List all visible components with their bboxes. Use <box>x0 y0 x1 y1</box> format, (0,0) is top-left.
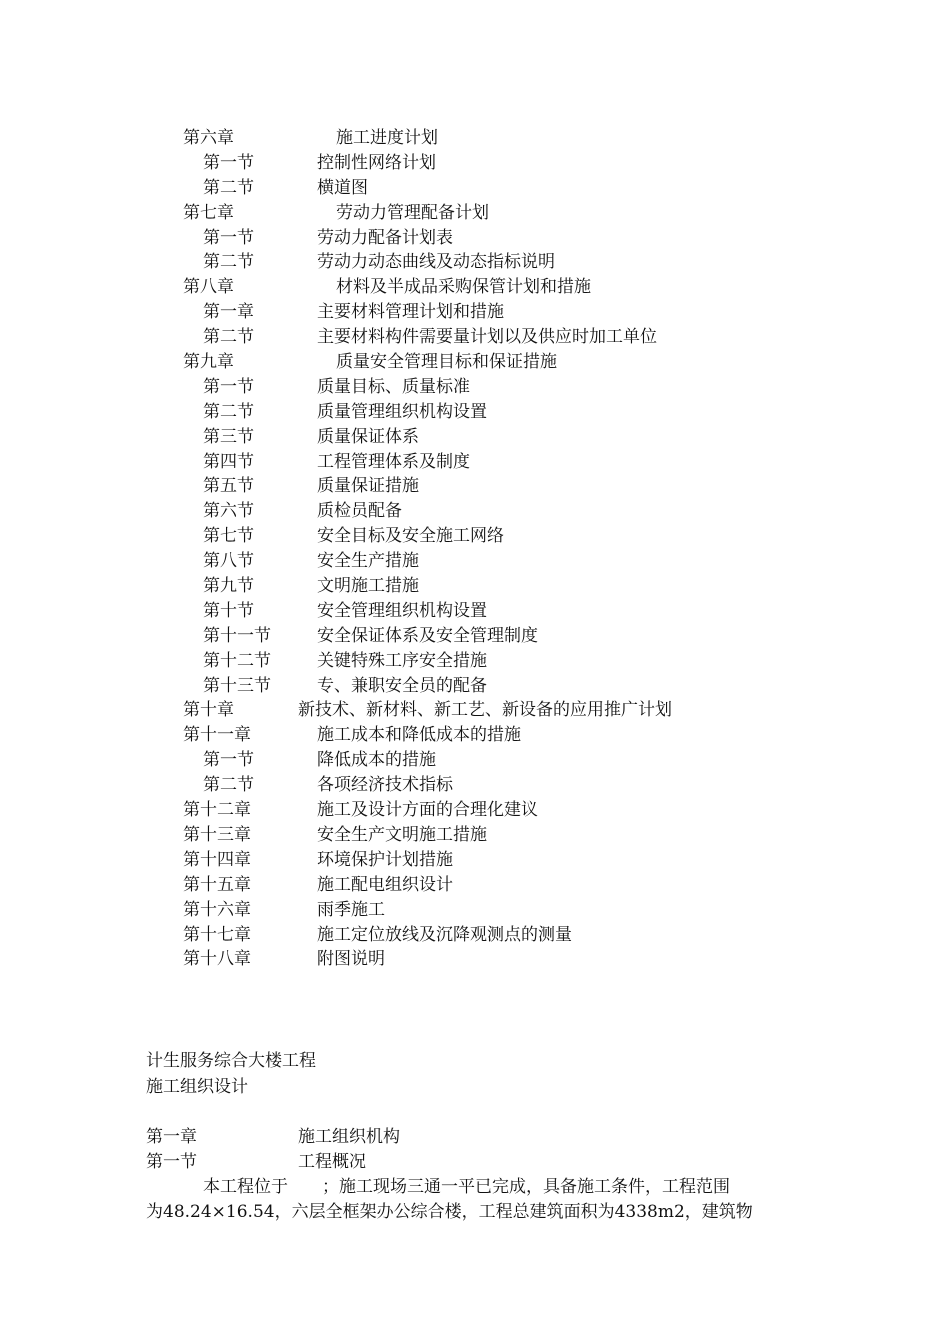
toc-title: 专、兼职安全员的配备 <box>317 675 487 696</box>
toc-number: 第一章 <box>203 302 254 323</box>
toc-number: 第三节 <box>203 426 254 447</box>
toc-title: 安全生产文明施工措施 <box>317 824 487 845</box>
toc-row <box>0 524 950 549</box>
toc-number: 第十节 <box>203 600 254 621</box>
toc-row <box>0 848 950 873</box>
toc-number: 第二节 <box>203 252 254 273</box>
toc-row <box>0 250 950 275</box>
toc-row <box>0 499 950 524</box>
toc-title: 施工进度计划 <box>336 128 438 148</box>
toc-number: 第二节 <box>203 401 254 422</box>
toc-number: 第九节 <box>203 576 254 597</box>
toc-title: 雨季施工 <box>317 899 385 920</box>
toc-row <box>0 201 950 226</box>
toc-title: 附图说明 <box>317 949 385 970</box>
toc-row <box>0 748 950 773</box>
chapter-heading <box>0 1122 950 1147</box>
toc-row <box>0 275 950 300</box>
toc-number: 第十二节 <box>203 650 271 671</box>
toc-row <box>0 176 950 201</box>
toc-number: 第十一章 <box>183 725 251 746</box>
toc-row <box>0 375 950 400</box>
toc-row <box>0 400 950 425</box>
toc-row <box>0 226 950 251</box>
toc-number: 第十二章 <box>183 800 251 821</box>
toc-number: 第十三章 <box>183 824 251 845</box>
toc-number: 第一节 <box>203 152 254 173</box>
toc-title: 质量安全管理目标和保证措施 <box>336 352 557 373</box>
toc-number: 第二节 <box>203 775 254 796</box>
toc-title: 劳动力管理配备计划 <box>336 202 489 223</box>
toc-row <box>0 773 950 798</box>
toc-number: 第六节 <box>203 501 254 522</box>
toc-title: 安全目标及安全施工网络 <box>317 526 504 547</box>
toc-number: 第六章 <box>183 128 234 148</box>
toc-row <box>0 300 950 325</box>
chapter-number: 第一章 <box>146 1127 197 1147</box>
toc-title: 横道图 <box>317 177 368 198</box>
toc-number: 第二节 <box>203 177 254 198</box>
toc-title: 文明施工措施 <box>317 576 419 597</box>
toc-number: 第八章 <box>183 277 234 298</box>
toc-title: 降低成本的措施 <box>317 750 436 771</box>
project-title: 计生服务综合大楼工程 <box>146 1051 316 1071</box>
toc-row <box>0 574 950 599</box>
toc-row <box>0 599 950 624</box>
toc-number: 第十三节 <box>203 675 271 696</box>
toc-number: 第一节 <box>203 750 254 771</box>
toc-title: 劳动力动态曲线及动态指标说明 <box>317 252 555 273</box>
toc-title: 关键特殊工序安全措施 <box>317 650 487 671</box>
toc-title: 质量保证措施 <box>317 476 419 497</box>
section-number: 第一节 <box>146 1152 197 1172</box>
toc-number: 第七章 <box>183 202 234 223</box>
toc-title: 施工定位放线及沉降观测点的测量 <box>317 924 572 945</box>
toc-number: 第十八章 <box>183 949 251 970</box>
toc-title: 工程管理体系及制度 <box>317 451 470 472</box>
toc-number: 第二节 <box>203 327 254 348</box>
toc-number: 第一节 <box>203 376 254 397</box>
toc-row <box>0 126 950 151</box>
toc-title: 施工及设计方面的合理化建议 <box>317 800 538 821</box>
toc-title: 质量目标、质量标准 <box>317 376 470 397</box>
toc-title: 施工配电组织设计 <box>317 874 453 895</box>
toc-number: 第四节 <box>203 451 254 472</box>
toc-row <box>0 898 950 923</box>
toc-row <box>0 474 950 499</box>
toc-row <box>0 450 950 475</box>
toc-title: 新技术、新材料、新工艺、新设备的应用推广计划 <box>298 700 672 721</box>
toc-title: 环境保护计划措施 <box>317 849 453 870</box>
toc-title: 各项经济技术指标 <box>317 775 453 796</box>
chapter-title: 施工组织机构 <box>298 1127 400 1147</box>
toc-number: 第十七章 <box>183 924 251 945</box>
toc-number: 第十五章 <box>183 874 251 895</box>
toc-number: 第一节 <box>203 227 254 248</box>
toc-row <box>0 823 950 848</box>
toc-title: 控制性网络计划 <box>317 152 436 173</box>
toc-number: 第十章 <box>183 700 234 721</box>
toc-title: 劳动力配备计划表 <box>317 227 453 248</box>
toc-row <box>0 325 950 350</box>
section-heading <box>0 1147 950 1172</box>
toc-number: 第十六章 <box>183 899 251 920</box>
toc-title: 安全管理组织机构设置 <box>317 600 487 621</box>
paragraph-line: 为48.24×16.54，六层全框架办公综合楼，工程总建筑面积为4338m2，建筑物 <box>146 1202 753 1222</box>
toc-title: 质量保证体系 <box>317 426 419 447</box>
toc-title: 主要材料构件需要量计划以及供应时加工单位 <box>317 327 657 348</box>
toc-number: 第五节 <box>203 476 254 497</box>
toc-row <box>0 798 950 823</box>
section-title: 工程概况 <box>298 1152 366 1172</box>
paragraph-line: 本工程位于 ；施工现场三通一平已完成，具备施工条件，工程范围 <box>203 1177 730 1197</box>
toc-number: 第七节 <box>203 526 254 547</box>
toc-row <box>0 674 950 699</box>
toc-title: 材料及半成品采购保管计划和措施 <box>336 277 591 298</box>
toc-title: 质检员配备 <box>317 501 402 522</box>
toc-row <box>0 873 950 898</box>
toc-number: 第九章 <box>183 352 234 373</box>
toc-row <box>0 649 950 674</box>
toc-row <box>0 723 950 748</box>
document-subtitle: 施工组织设计 <box>146 1077 248 1097</box>
toc-row <box>0 350 950 375</box>
toc-title: 主要材料管理计划和措施 <box>317 302 504 323</box>
toc-row <box>0 923 950 948</box>
toc-row <box>0 947 950 972</box>
toc-row <box>0 549 950 574</box>
toc-row <box>0 425 950 450</box>
toc-number: 第八节 <box>203 551 254 572</box>
toc-row <box>0 698 950 723</box>
toc-title: 质量管理组织机构设置 <box>317 401 487 422</box>
toc-title: 安全保证体系及安全管理制度 <box>317 625 538 646</box>
toc-title: 安全生产措施 <box>317 551 419 572</box>
toc-number: 第十一节 <box>203 625 271 646</box>
toc-row <box>0 624 950 649</box>
toc-row <box>0 151 950 176</box>
toc-number: 第十四章 <box>183 849 251 870</box>
table-of-contents <box>0 126 950 972</box>
toc-title: 施工成本和降低成本的措施 <box>317 725 521 746</box>
